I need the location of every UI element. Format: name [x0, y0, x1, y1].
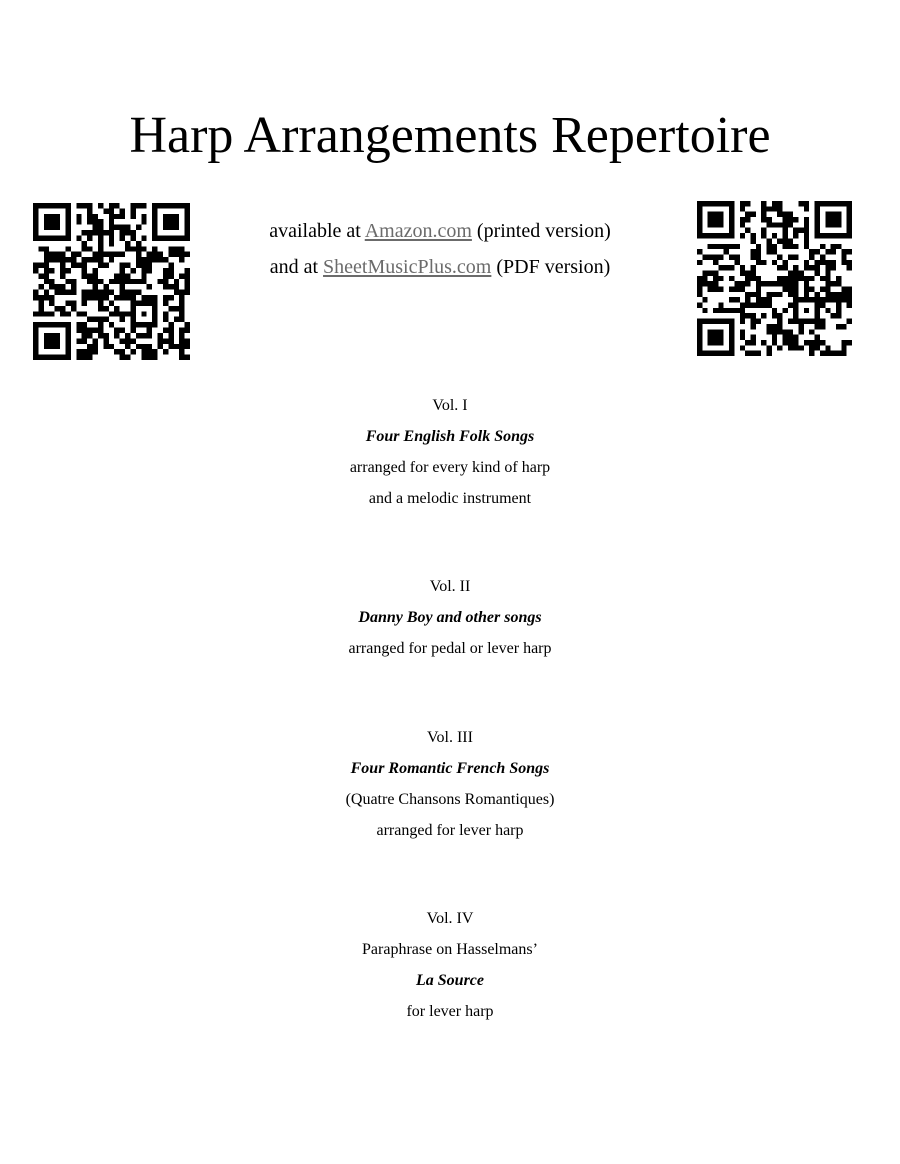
availability-suffix: (PDF version) [491, 256, 611, 278]
volume-entry-1 [0, 390, 900, 514]
volume-label: Vol. I [432, 397, 468, 414]
qr-code-icon[interactable] [33, 203, 190, 360]
volume-label: Vol. III [427, 729, 473, 746]
volume-description: for lever harp [406, 1003, 494, 1020]
qr-modules [697, 201, 852, 356]
availability-suffix: (printed version) [471, 220, 611, 242]
volume-entry-2 [0, 571, 900, 664]
availability-line-amazon [200, 219, 680, 243]
availability-prefix: and at [269, 256, 324, 278]
volume-title: La Source [416, 972, 484, 989]
availability-line-sheetmusicplus [200, 255, 680, 279]
volume-label: Vol. II [429, 578, 471, 595]
volume-entry-3 [0, 722, 900, 846]
volume-description: (Quatre Chansons Romantiques) [345, 791, 555, 808]
page-title: Harp Arrangements Repertoire [129, 107, 771, 164]
volume-description: arranged for lever harp [376, 822, 524, 839]
volume-title: Four Romantic French Songs [350, 760, 550, 777]
volume-entry-4 [0, 903, 900, 1027]
amazon-link[interactable]: Amazon.com [364, 220, 472, 242]
volume-pre-title: Paraphrase on Hasselmans’ [362, 941, 538, 958]
sheetmusicplus-link[interactable]: SheetMusicPlus.com [323, 256, 492, 278]
qr-modules [33, 203, 190, 360]
volume-description: arranged for every kind of harp [349, 459, 551, 476]
qr-code-icon[interactable] [697, 201, 852, 356]
volume-title: Four English Folk Songs [365, 428, 535, 445]
volume-title: Danny Boy and other songs [358, 609, 542, 626]
volume-description: arranged for pedal or lever harp [348, 640, 552, 657]
volume-label: Vol. IV [426, 910, 474, 927]
availability-prefix: available at [269, 220, 365, 242]
volume-description: and a melodic instrument [368, 490, 532, 507]
